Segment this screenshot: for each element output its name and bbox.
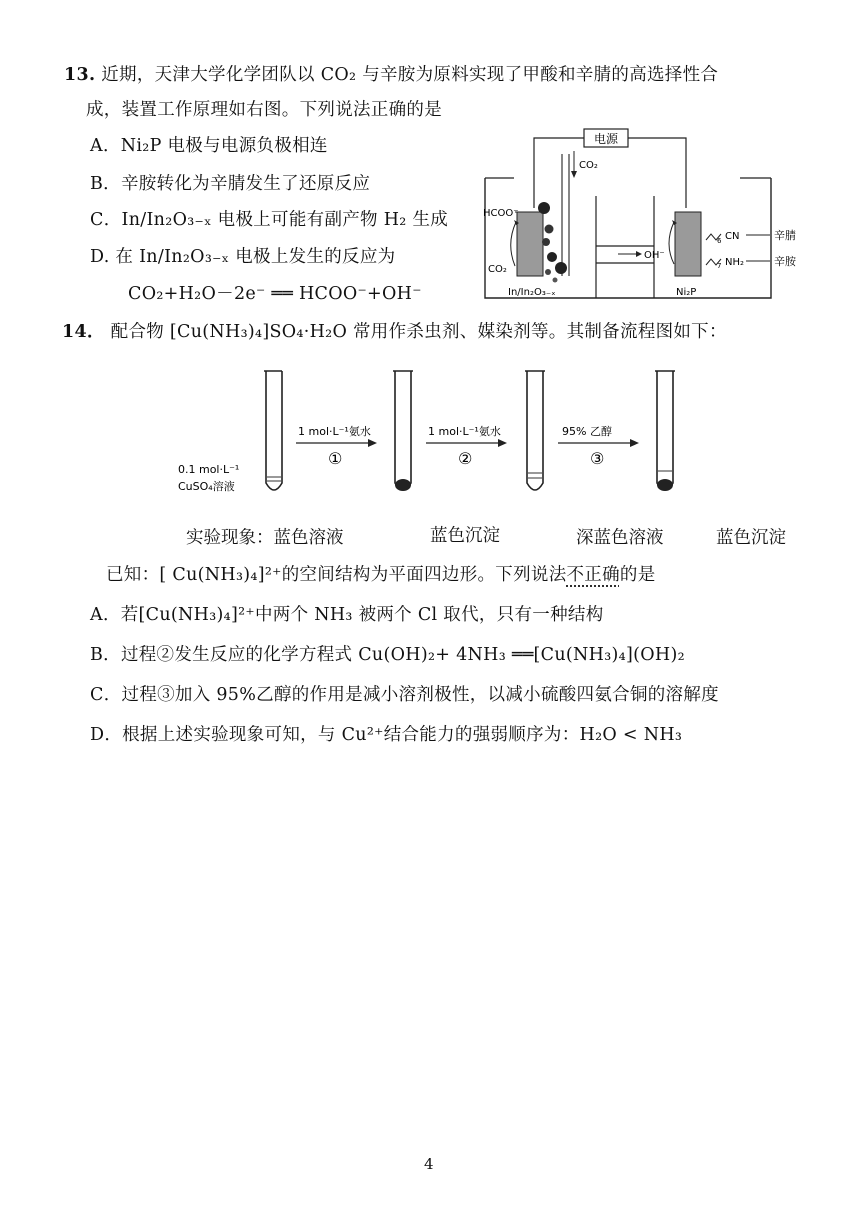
right-electrode-label: Ni₂P — [676, 287, 697, 298]
q14-stem-line — [62, 320, 727, 344]
page-number: 4 — [424, 1155, 434, 1173]
q13-option-c: C．In/In₂O₃₋ₓ 电极上可能有副产物 H₂ 生成 — [90, 210, 449, 230]
co2-inlet-label: CO₂ — [579, 160, 598, 171]
hcoo-label: HCOO⁻ — [483, 208, 519, 219]
chain-count-top: 6 — [717, 237, 722, 245]
q14-option-c: C．过程③加入 95%乙醇的作用是减小溶剂极性，以减小硫酸四氨合铜的溶解度 — [90, 685, 719, 705]
electrolysis-diagram — [478, 126, 808, 306]
step3-mark: ③ — [590, 449, 605, 468]
test-tube-1 — [264, 371, 282, 490]
amine-group: NH₂ — [725, 257, 745, 268]
product-label: 辛腈 — [774, 229, 796, 242]
q13-stem-line2: 成，装置工作原理如右图。下列说法正确的是 — [86, 100, 442, 120]
start-solution: CuSO₄溶液 — [178, 480, 235, 493]
hydroxide-label: OH⁻ — [644, 250, 665, 261]
q14-option-b: B．过程②发生反应的化学方程式 Cu(OH)₂+ 4NH₃ ══[Cu(NH₃)₄](OH)₂ — [90, 645, 685, 665]
co2-left-label: CO₂ — [488, 264, 507, 275]
observation-1: 蓝色溶液 — [273, 528, 344, 548]
reactant-label: 辛胺 — [774, 255, 796, 268]
q14-known-emphasis: 不正确 — [566, 565, 620, 585]
q14-option-a: A．若[Cu(NH₃)₄]²⁺中两个 NH₃ 被两个 Cl 取代，只有一种结构 — [90, 605, 604, 625]
observation-2: 蓝色沉淀 — [430, 526, 500, 546]
preparation-flow-diagram — [170, 365, 700, 505]
left-electrode-label: In/In₂O₃₋ₓ — [508, 287, 556, 298]
observation-label: 实验现象： — [186, 528, 274, 548]
q14-option-d: D．根据上述实验现象可知，与 Cu²⁺结合能力的强弱顺序为：H₂O < NH₃ — [90, 725, 683, 745]
q14-known-suffix: 的是 — [619, 565, 656, 585]
q14-number: 14． — [62, 322, 105, 342]
step2-mark: ② — [458, 449, 473, 468]
test-tube-4 — [655, 371, 675, 491]
q13-stem-text: 近期，天津大学化学团队以 CO₂ 与辛胺为原料实现了甲酸和辛腈的高选择性合 — [101, 65, 719, 85]
q14-stem-text: 配合物 [Cu(NH₃)₄]SO₄·H₂O 常用作杀虫剂、媒染剂等。其制备流程图如下： — [110, 322, 727, 342]
chain-count-bottom: 7 — [717, 262, 722, 270]
q14-known-prefix: 已知：[ Cu(NH₃)₄]²⁺的空间结构为平面四边形。下列说法 — [106, 565, 567, 585]
q13-equation: CO₂+H₂O－2e⁻ ══ HCOO⁻+OH⁻ — [128, 284, 422, 304]
power-source-label: 电源 — [593, 132, 619, 146]
step1-mark: ① — [328, 449, 343, 468]
test-tube-2 — [393, 371, 413, 491]
q14-known-line — [106, 563, 656, 587]
q13-option-d: D. 在 In/In₂O₃₋ₓ 电极上发生的反应为 — [90, 247, 396, 267]
step3-reagent: 95% 乙醇 — [562, 425, 612, 438]
nitrile-group: CN — [725, 231, 740, 242]
q13-number: 13. — [64, 65, 96, 85]
step2-reagent: 1 mol·L⁻¹氨水 — [428, 425, 501, 438]
step1-reagent: 1 mol·L⁻¹氨水 — [298, 425, 371, 438]
observation-3: 深蓝色溶液 — [576, 528, 664, 548]
observation-label-1 — [186, 526, 344, 550]
test-tube-3 — [525, 371, 545, 490]
start-concentration: 0.1 mol·L⁻¹ — [178, 463, 240, 476]
q13-stem-line1 — [64, 63, 718, 87]
q13-option-a: A．Ni₂P 电极与电源负极相连 — [90, 136, 328, 156]
observation-4: 蓝色沉淀 — [716, 528, 786, 548]
q13-option-b: B．辛胺转化为辛腈发生了还原反应 — [90, 174, 371, 194]
